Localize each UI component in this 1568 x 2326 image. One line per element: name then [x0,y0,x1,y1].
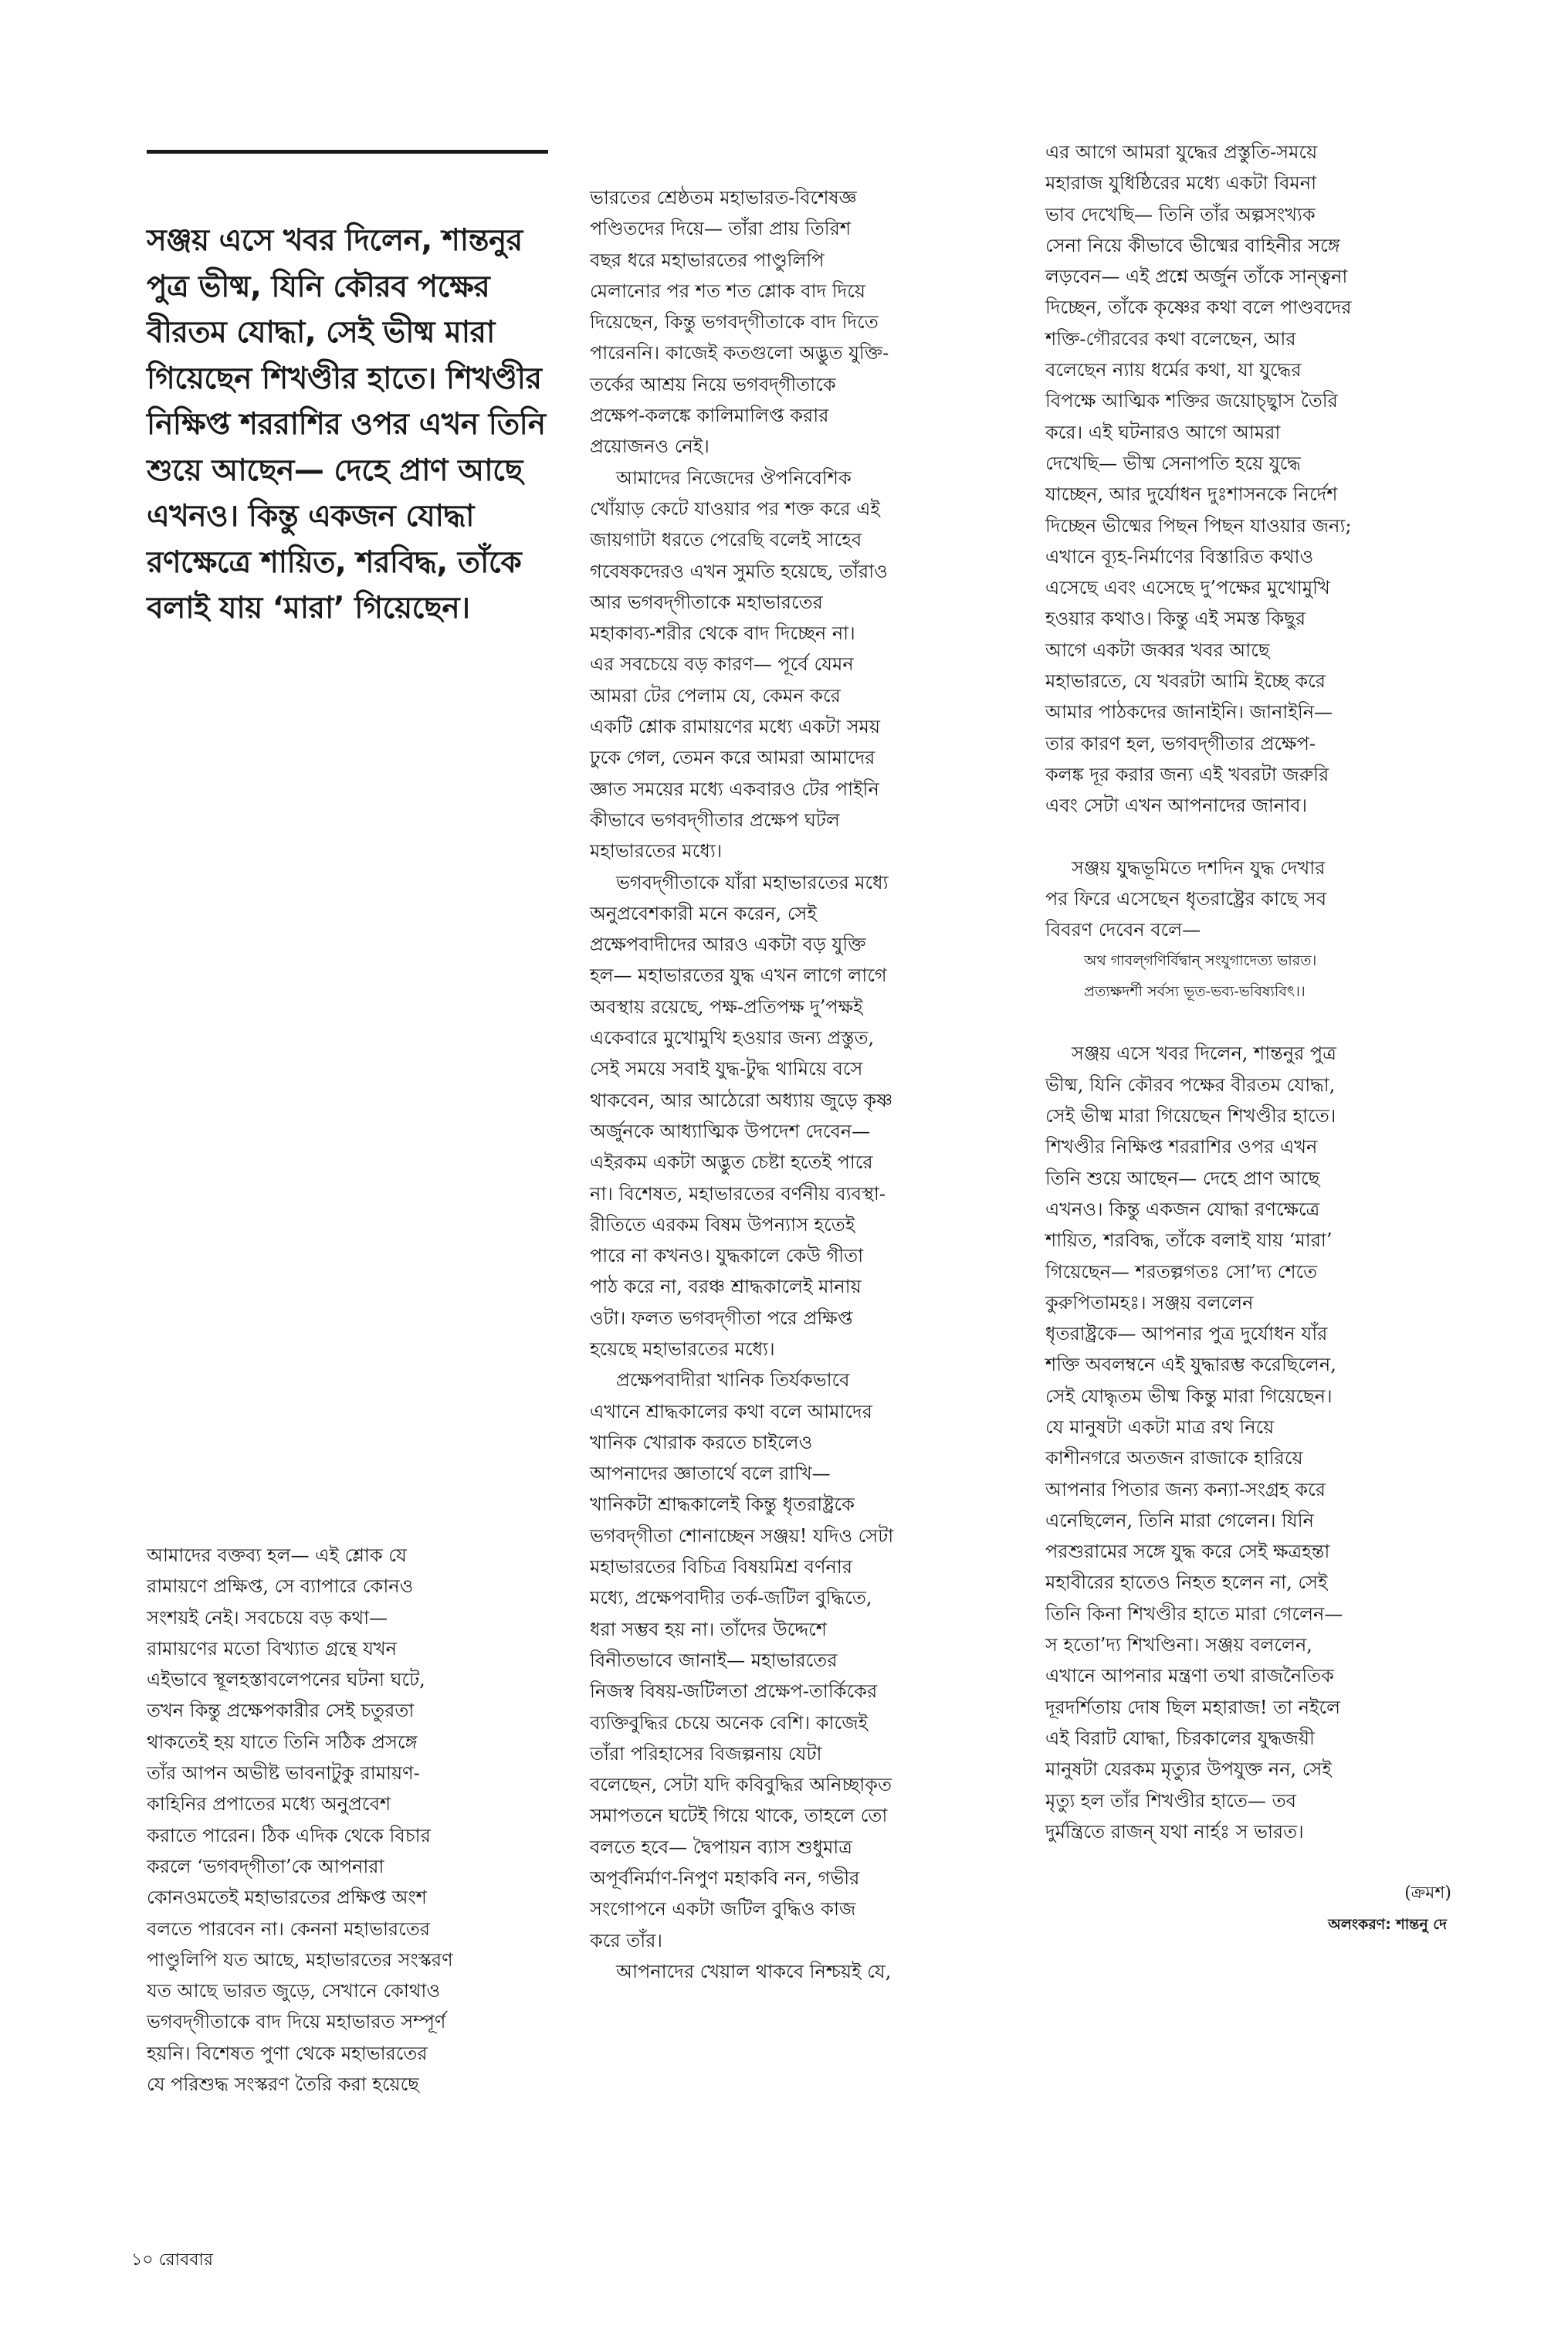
text-line: করে তাঁর। [590,1929,663,1951]
text-line: জায়গাটা ধরতে পেরেছি বলেই সাহেব [590,529,862,551]
text-line: বলেছেন, সেটা যদি কবিবুদ্ধির অনিচ্ছাকৃত [590,1774,892,1796]
text-line: না। বিশেষত, মহাভারতের বর্ণনীয় ব্যবস্থা- [590,1182,886,1205]
sanskrit-verse [1045,945,1478,1007]
verse-line: প্রত্যক্ষদর্শী সর্বস্য ভূত-ভব্য-ভবিষ্যবিৎ।। [1084,983,1306,1001]
text-line: যে মানুষটা একটা মাত্র রথ নিয়ে [1045,1416,1275,1438]
text-line: সঞ্জয় এসে খবর দিলেন, শান্তনুর পুত্র [1072,1043,1336,1065]
text-line: স হতো’দ্য শিখণ্ডিনা। সঞ্জয় বললেন, [1045,1634,1312,1656]
text-line: পারে না কখনও। যুদ্ধকালে কেউ গীতা [590,1245,864,1267]
text-line: বিনীতভাবে জানাই— মহাভারতের [590,1649,838,1671]
text-line: থাকতেই হয় যাতে তিনি সঠিক প্রসঙ্গে [147,1731,418,1753]
text-line: প্রক্ষেপবাদীদের আরও একটা বড় যুক্তি [590,934,866,956]
text-line: তিনি কিনা শিখণ্ডীর হাতে মারা গেলেন— [1045,1602,1343,1625]
text-line: এখনও। কিন্তু একজন যোদ্ধা রণক্ষেত্রে [1045,1198,1320,1220]
text-line: ধৃতরাষ্ট্রকে— আপনার পুত্র দুর্যোধন যাঁর [1045,1323,1328,1345]
text-line: বলেছেন ন্যায় ধর্মের কথা, যা যুদ্ধের [1045,359,1302,381]
text-line: তিনি শুয়ে আছেন— দেহে প্রাণ আছে [1045,1167,1320,1189]
text-line: প্রয়োজনও নেই। [590,436,709,458]
text-line: অবস্থায় রয়েছে, পক্ষ-প্রতিপক্ষ দু’পক্ষই [590,995,863,1018]
text-line: বলতে পারবেন না। কেননা মহাভারতের [147,1917,430,1940]
text-line: এখানে আপনার মন্ত্রণা তথা রাজনৈতিক [1045,1665,1334,1687]
column-3-paragraph-2 [1045,853,1478,946]
text-line: খানিক খোরাক করতে চাইলেও [590,1431,813,1453]
text-line: ভগবদ্‌গীতাকে যাঁরা মহাভারতের মধ্যে [616,871,889,893]
text-line: হয়নি। বিশেষত পুণা থেকে মহাভারতের [147,2042,428,2064]
text-line: সমাপতনে ঘটেই গিয়ে থাকে, তাহলে তো [590,1805,888,1827]
text-line: হওয়ার কথাও। কিন্তু এই সমস্ত কিছুর [1045,608,1306,630]
text-line: ধরা সম্ভব হয় না। তাঁদের উদ্দেশে [590,1618,827,1640]
text-line: যে পরিশুদ্ধ সংস্করণ তৈরি করা হয়েছে [147,2073,419,2096]
text-line: সংগোপনে একটা জটিল বুদ্ধিও কাজ [590,1898,856,1921]
text-line: একেবারে মুখোমুখি হওয়ার জন্য প্রস্তুত, [590,1027,875,1049]
column-2-paragraph-1 [590,182,1022,463]
text-line: অনুপ্রবেশকারী মনে করেন, সেই [590,902,817,924]
illustration-credit: অলংকরণ: শান্তনু দে [1328,1916,1447,1934]
text-line: লড়বেন— এই প্রশ্নে অর্জুন তাঁকে সান্ত্বনা [1045,266,1348,288]
text-line: মহাকাব্য-শরীর থেকে বাদ দিচ্ছেন না। [590,622,855,645]
text-line: মৃত্যু হল তাঁর শিখণ্ডীর হাতে— তব [1045,1789,1296,1812]
column-2-paragraph-5 [590,1956,1022,1987]
text-line: তখন কিন্তু প্রক্ষেপকারীর সেই চতুরতা [147,1700,415,1722]
text-line: এখানে শ্রাদ্ধকালের কথা বলে আমাদের [590,1400,872,1422]
text-line: এইভাবে স্থূলহস্তাবলেপনের ঘটনা ঘটে, [147,1669,425,1691]
text-line: এইরকম একটা অদ্ভুত চেষ্টা হতেই পারে [590,1151,873,1174]
column-3-paragraph-3 [1045,1038,1478,1847]
paragraph-gap [1045,822,1478,853]
text-line: আর ভগবদ্‌গীতাকে মহাভারতের [590,591,823,613]
text-line: মেলানোর পর শত শত শ্লোক বাদ দিয়ে [590,280,866,302]
text-line: শক্তি অবলম্বনে এই যুদ্ধারম্ভ করেছিলেন, [1045,1354,1336,1376]
text-line: সঞ্জয় যুদ্ধভূমিতে দশদিন যুদ্ধ দেখার [1072,856,1326,879]
text-line: করে। এই ঘটনারও আগে আমরা [1045,421,1281,443]
text-line: রামায়ণের মতো বিখ্যাত গ্রন্থে যখন [147,1637,398,1660]
text-line: সেনা নিয়ে কীভাবে ভীষ্মের বাহিনীর সঙ্গে [1045,234,1340,256]
text-line: আমরা টের পেলাম যে, কেমন করে [590,684,841,707]
text-line: শায়িত, শরবিদ্ধ, তাঁকে বলাই যায় ‘মারা’ [1045,1229,1333,1252]
column-2-paragraph-4 [590,1365,1022,1956]
text-line: মধ্যে, প্রক্ষেপবাদীর তর্ক-জটিল বুদ্ধিতে, [590,1587,872,1609]
text-line: এনেছিলেন, তিনি মারা গেলেন। যিনি [1045,1509,1314,1531]
text-line: যাচ্ছেন, আর দুর্যোধন দুঃশাসনকে নির্দেশ [1045,483,1338,506]
text-line: সংশয়ই নেই। সবচেয়ে বড় কথা— [147,1606,388,1629]
text-line: ভারতের শ্রেষ্ঠতম মহাভারত-বিশেষজ্ঞ [590,187,857,209]
text-line: মহাবীরের হাতেও নিহত হলেন না, সেই [1045,1572,1328,1594]
column-3 [1045,137,1478,1940]
text-line: ঢুকে গেল, তেমন করে আমরা আমাদের [590,747,875,769]
text-line: এই বিরাট যোদ্ধা, চিরকালের যুদ্ধজয়ী [1045,1727,1315,1749]
text-line: মহাভারতের বিচিত্র বিষয়মিশ্র বর্ণনার [590,1556,852,1578]
text-line: যত আছে ভারত জুড়ে, সেখানে কোথাও [147,1980,441,2002]
column-2-paragraph-3 [590,867,1022,1365]
text-line: তর্কের আশ্রয় নিয়ে ভগবদ্‌গীতাকে [590,373,836,395]
text-line: কোনওমতেই মহাভারতের প্রক্ষিপ্ত অংশ [147,1887,427,1909]
text-line: পর ফিরে এসেছেন ধৃতরাষ্ট্রের কাছে সব [1045,887,1327,910]
pullquote: সঞ্জয় এসে খবর দিলেন, শান্তনুর পুত্র ভীষ্ম, যিনি কৌরব পক্ষের বীরতম যোদ্ধা, সেই ভীষ্ম মারা গিয়েছেন শিখণ্ডীর হাতে। শিখণ্ডীর নিক্ষিপ্ত শররাশির ওপর এখন তিনি শুয়ে আছেন— দেহে প্রাণ আছে এখনও। কিন্তু একজন যোদ্ধা রণক্ষেত্রে শায়িত, শরবিদ্ধ, তাঁকে বলাই যায় ‘মারা’ গিয়েছেন। [147,223,546,626]
verse-line: অথ গাবল্‌গণির্বিদ্বান্‌ সংযুগাদেত্য ভারত। [1084,952,1317,970]
text-line: আমাদের বক্তব্য হল— এই শ্লোক যে [147,1544,407,1566]
text-line: ভীষ্ম, যিনি কৌরব পক্ষের বীরতম যোদ্ধা, [1045,1073,1336,1096]
text-line: বিবরণ দেবেন বলে— [1045,919,1201,941]
text-line: মহাভারতের মধ্যে। [590,840,723,863]
text-line: আপনাদের জ্ঞাতার্থে বলে রাখি— [590,1463,831,1485]
text-line: করলে ‘ভগবদ্‌গীতা’কে আপনারা [147,1855,384,1877]
column-2 [590,182,1022,1987]
text-line: নিজস্ব বিষয়-জটিলতা প্রক্ষেপ-তার্কিকের [590,1680,878,1703]
text-line: এবং সেটা এখন আপনাদের জানাব। [1045,795,1308,817]
text-line: প্রক্ষেপবাদীরা খানিক তির্যকভাবে [616,1369,850,1392]
text-line: জ্ঞাত সময়ের মধ্যে একবারও টের পাইনি [590,778,879,800]
paragraph-gap [1045,1007,1478,1038]
column-3-paragraph-1 [1045,137,1478,822]
text-line: তাঁর আপন অভীষ্ট ভাবনাটুকু রামায়ণ- [147,1762,420,1785]
text-line: পারেননি। কাজেই কতগুলো অদ্ভুত যুক্তি- [590,342,889,364]
text-line: থাকবেন, আর আঠেরো অধ্যায় জুড়ে কৃষ্ণ [590,1089,893,1111]
text-line: ওটা। ফলত ভগবদ্‌গীতা পরে প্রক্ষিপ্ত [590,1307,853,1329]
column-1-text [147,1540,564,2100]
text-line: কাশীনগরে অতজন রাজাকে হারিয়ে [1045,1447,1303,1470]
text-line: হল— মহাভারতের যুদ্ধ এখন লাগে লাগে [590,965,887,987]
text-line: রীতিতে এরকম বিষম উপন্যাস হতেই [590,1213,855,1236]
text-line: তার কারণ হল, ভগবদ্‌গীতার প্রক্ষেপ- [1045,732,1316,754]
text-line: দেখেছি— ভীষ্ম সেনাপতি হয়ে যুদ্ধে [1045,452,1301,474]
text-line: মহাভারতে, যে খবরটা আমি ইচ্ছে করে [1045,670,1326,693]
text-line: ভগবদ্‌গীতাকে বাদ দিয়ে মহাভারত সম্পূর্ণ [147,2011,446,2033]
text-line: পণ্ডিতদের দিয়ে— তাঁরা প্রায় তিরিশ [590,218,852,240]
text-line: শিখণ্ডীর নিক্ষিপ্ত শররাশির ওপর এখন [1045,1136,1318,1158]
text-line: সেই ভীষ্ম মারা গিয়েছেন শিখণ্ডীর হাতে। [1045,1105,1336,1127]
text-line: করাতে পারেন। ঠিক এদিক থেকে বিচার [147,1824,431,1846]
text-line: আপনার পিতার জন্য কন্যা-সংগ্রহ করে [1045,1478,1326,1500]
text-line: মানুষটা যেরকম মৃত্যুর উপযুক্ত নন, সেই [1045,1758,1332,1781]
text-line: বলতে হবে— দ্বৈপায়ন ব্যাস শুধুমাত্র [590,1836,852,1858]
text-line: ভাব দেখেছি— তিনি তাঁর অল্পসংখ্যক [1045,203,1316,225]
text-line: পরশুরামের সঙ্গে যুদ্ধ করে সেই ক্ষত্রহন্তা [1045,1541,1330,1563]
text-line: একটি শ্লোক রামায়ণের মধ্যে একটা সময় [590,716,881,738]
text-line: পাণ্ডুলিপি যত আছে, মহাভারতের সংস্করণ [147,1948,453,1971]
column-2-paragraph-2 [590,463,1022,867]
text-line: আপনাদের খেয়াল থাকবে নিশ্চয়ই যে, [616,1960,892,1982]
text-line: বিপক্ষে আত্মিক শক্তির জয়োচ্ছ্বাস তৈরি [1045,390,1338,412]
text-line: পাঠ করে না, বরঞ্চ শ্রাদ্ধকালেই মানায় [590,1276,862,1298]
to-be-continued: (ক্রমশ) [1404,1884,1451,1904]
text-line: গবেষকদেরও এখন সুমতি হয়েছে, তাঁরাও [590,560,888,582]
pullquote-top-rule [147,150,548,154]
text-line: দুর্মন্ত্রিতে রাজন্‌ যথা নার্হঃ স ভারত। [1045,1820,1304,1843]
text-line: আমার পাঠকদের জানাইনি। জানাইনি— [1045,701,1333,724]
text-line: দিচ্ছেন, তাঁকে কৃষ্ণের কথা বলে পাণ্ডবদের [1045,297,1352,319]
text-line: হয়েছে মহাভারতের মধ্যে। [590,1338,775,1360]
text-line: সেই সময়ে সবাই যুদ্ধ-টুদ্ধ থামিয়ে বসে [590,1058,863,1080]
text-line: কাহিনির প্রপাতের মধ্যে অনুপ্রবেশ [147,1793,391,1816]
column-1 [147,1540,564,2100]
text-line: আগে একটা জব্বর খবর আছে [1045,639,1270,661]
text-line: দূরদর্শিতায় দোষ ছিল মহারাজ! তা নইলে [1045,1696,1341,1718]
text-line: মহারাজ যুধিষ্ঠিরের মধ্যে একটা বিমনা [1045,172,1317,195]
text-line: দিয়েছেন, কিন্তু ভগবদ্‌গীতাকে বাদ দিতে [590,311,879,334]
text-line: অর্জুনকে আধ্যাত্মিক উপদেশ দেবেন— [590,1120,871,1142]
text-line: এসেছে এবং এসেছে দু’পক্ষের মুখোমুখি [1045,577,1330,599]
text-line: আমাদের নিজেদের ঔপনিবেশিক [616,466,852,489]
text-line: বছর ধরে মহাভারতের পাণ্ডুলিপি [590,249,825,271]
text-line: কলঙ্ক দূর করার জন্য এই খবরটা জরুরি [1045,763,1329,785]
text-line: শক্তি-গৌরবের কথা বলেছেন, আর [1045,327,1296,350]
text-line: এর আগে আমরা যুদ্ধের প্রস্তুতি-সময়ে [1045,141,1318,163]
paragraph-gap [1045,1847,1478,1878]
text-line: দিচ্ছেন ভীষ্মের পিছন পিছন যাওয়ার জন্য; [1045,514,1352,537]
text-line: কুরুপিতামহঃ। সঞ্জয় বললেন [1045,1291,1254,1314]
text-line: তাঁরা পরিহাসের বিজল্পনায় যেটা [590,1742,822,1765]
text-line: ভগবদ্‌গীতা শোনাচ্ছেন সঞ্জয়! যদিও সেটা [590,1524,894,1547]
text-line: অপূর্বনির্মাণ-নিপুণ মহাকবি নন, গভীর [590,1867,860,1890]
text-line: ব্যক্তিবুদ্ধির চেয়ে অনেক বেশি। কাজেই [590,1711,869,1734]
text-line: কীভাবে ভগবদ্‌গীতার প্রক্ষেপ ঘটল [590,809,840,831]
text-line: সেই যোদ্ধৃতম ভীষ্ম কিন্তু মারা গিয়েছেন। [1045,1385,1333,1407]
text-line: গিয়েছেন— শরতল্পগতঃ সো’দ্য শেতে [1045,1260,1318,1283]
text-line: এখানে ব্যূহ-নির্মাণের বিস্তারিত কথাও [1045,545,1314,568]
text-line: খোঁয়াড় কেটে যাওয়ার পর শক্ত করে এই [590,497,880,520]
page-folio: ১০ রোববার [131,2250,213,2270]
text-line: রামায়ণে প্রক্ষিপ্ত, সে ব্যাপারে কোনও [147,1575,414,1598]
text-line: খানিকটা শ্রাদ্ধকালেই কিন্তু ধৃতরাষ্ট্রকে [590,1494,855,1516]
text-line: প্রক্ষেপ-কলঙ্কে কালিমালিপ্ত করার [590,405,829,427]
text-line: এর সবচেয়ে বড় কারণ— পূর্বে যেমন [590,653,854,676]
